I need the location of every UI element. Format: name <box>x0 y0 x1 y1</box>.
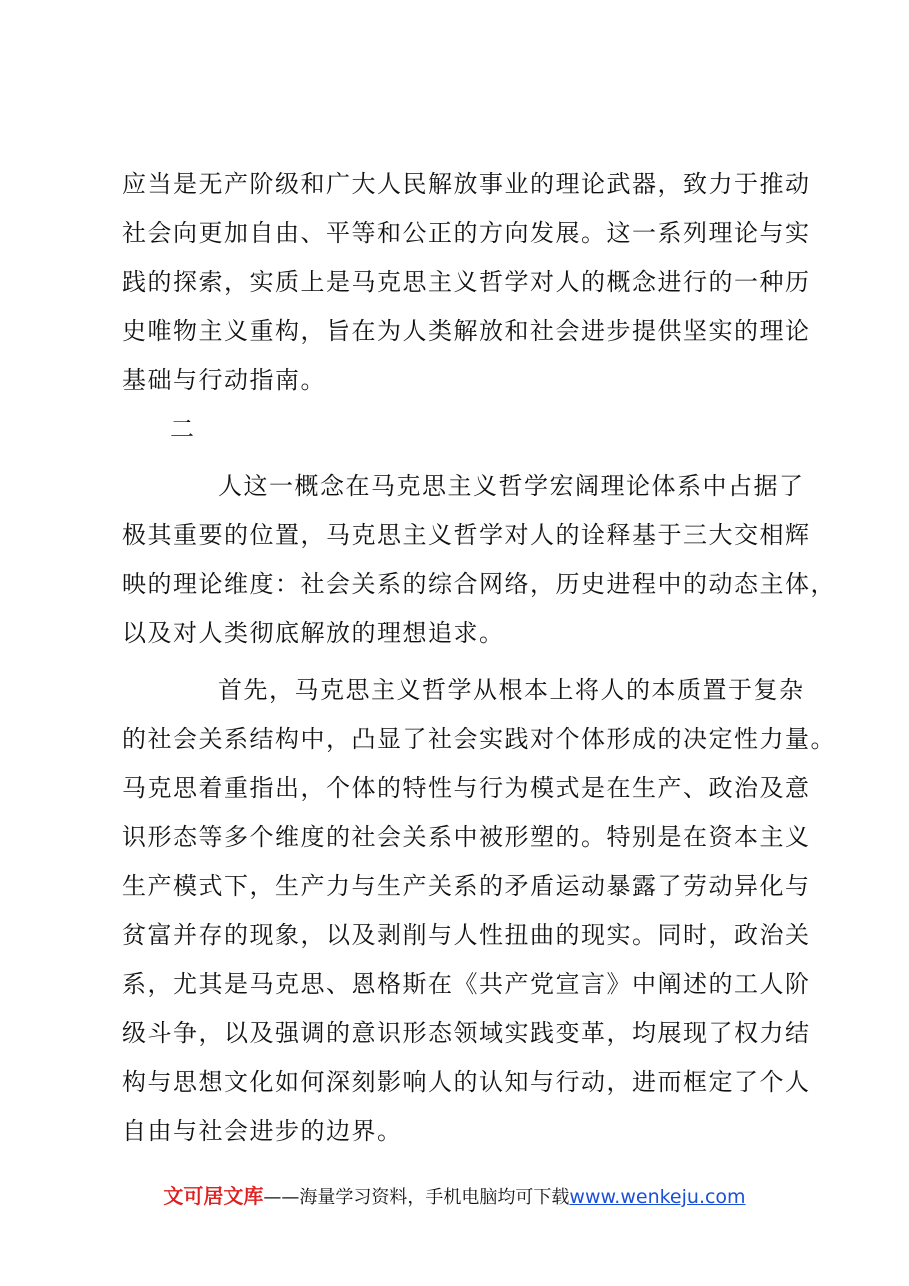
text-line: 应当是无产阶级和广大人民解放事业的理论武器，致力于推动 <box>122 170 811 198</box>
text-line: 构与思想文化如何深刻影响人的认知与行动，进而框定了个人 <box>122 1068 811 1096</box>
text-line: 生产模式下，生产力与生产关系的矛盾运动暴露了劳动异化与 <box>122 872 811 900</box>
text-line: 马克思着重指出，个体的特性与行为模式是在生产、政治及意 <box>122 774 811 802</box>
website-link[interactable]: www.wenkeju.com <box>569 1186 746 1208</box>
text-line: 首先，马克思主义哲学从根本上将人的本质置于复杂 <box>218 676 805 704</box>
text-line: 以及对人类彻底解放的理想追求。 <box>122 619 505 647</box>
text-line: 识形态等多个维度的社会关系中被形塑的。特别是在资本主义 <box>122 823 811 851</box>
text-line: 自由与社会进步的边界。 <box>122 1117 403 1145</box>
footer-banner <box>0 1182 909 1212</box>
text-line: 基础与行动指南。 <box>122 366 326 394</box>
footer-tagline: ——海量学习资料，手机电脑均可下载 <box>263 1187 570 1208</box>
text-line: 的社会关系结构中，凸显了社会实践对个体形成的决定性力量。 <box>122 725 836 753</box>
paragraph-3 <box>122 666 836 1156</box>
spacer <box>122 658 798 666</box>
text-line: 人这一概念在马克思主义哲学宏阔理论体系中占据了 <box>218 472 805 500</box>
paragraph-1 <box>122 160 811 405</box>
section-heading <box>122 405 798 454</box>
text-line: 映的理论维度：社会关系的综合网络，历史进程中的动态主体， <box>122 570 836 598</box>
paragraph-2 <box>122 462 836 658</box>
text-line: 社会向更加自由、平等和公正的方向发展。这一系列理论与实 <box>122 219 811 247</box>
text-line: 贫富并存的现象，以及剥削与人性扭曲的现实。同时，政治关 <box>122 921 811 949</box>
text-line: 史唯物主义重构，旨在为人类解放和社会进步提供坚实的理论 <box>122 317 811 345</box>
document-body <box>122 160 836 1156</box>
brand-name: 文可居文库 <box>163 1184 264 1208</box>
spacer <box>122 454 798 462</box>
text-line: 级斗争，以及强调的意识形态领域实践变革，均展现了权力结 <box>122 1019 811 1047</box>
section-number: 二 <box>170 415 196 443</box>
text-line: 系，尤其是马克思、恩格斯在《共产党宣言》中阐述的工人阶 <box>122 970 811 998</box>
text-line: 践的探索，实质上是马克思主义哲学对人的概念进行的一种历 <box>122 268 811 296</box>
text-line: 极其重要的位置，马克思主义哲学对人的诠释基于三大交相辉 <box>122 521 811 549</box>
